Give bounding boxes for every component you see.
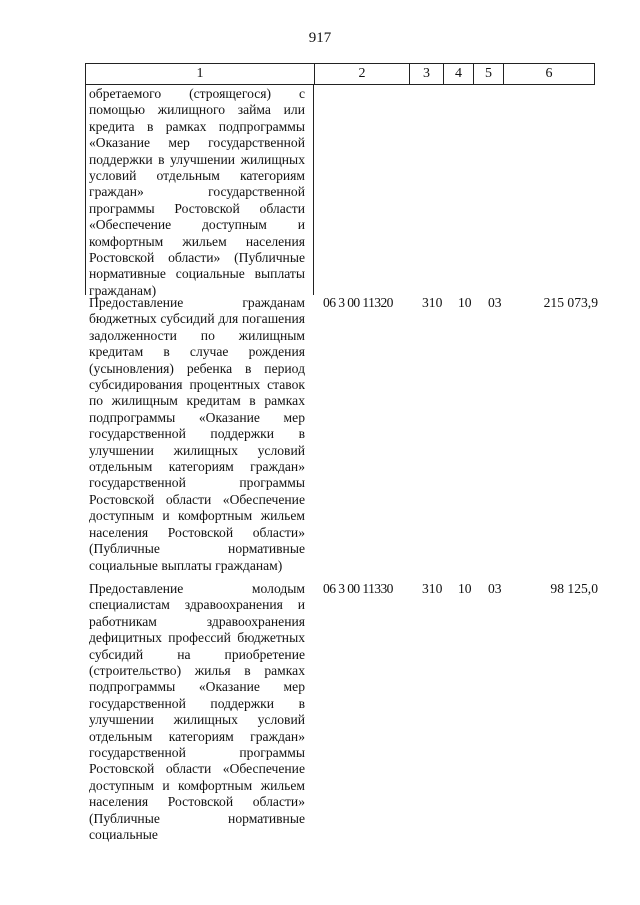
table-left-border [85,85,86,295]
row-1-description: Предоставление гражданам бюджетных субсидий для погашения задолженности по жилищным кредитам в случае рождения (усыновления) ребенка в период субсидирования процентных ставок по жилищным кредитам в рамках подпрограммы «Оказание мер государственной поддержки в улучшении жилищных условий отдельным категориям граждан» государственной программы Ростовской области «Обеспечение доступным и комфортным жильем населения Ростовской области» (Публичные нормативные социальные выплаты гражданам) [89,295,305,573]
row-1-section: 10 [458,295,472,310]
row-1-amount: 215 073,9 [543,295,598,310]
row-2-section: 10 [458,581,472,596]
row-2-expense-type: 310 [422,581,443,596]
header-col-2: 2 [315,64,410,84]
row-1-expense-type: 310 [422,295,443,310]
continuation-text: обретаемого (строящегося) с помощью жилищного займа или кредита в рамках подпрограммы «Оказание мер государственной поддержки в улучшении жилищных условий отдельным категориям граждан» государственной программы Ростовской области «Обеспечение доступным и комфортным жильем населения Ростовской области» (Публичные нормативные социальные выплаты гражданам) [89,86,305,298]
row-2-amount: 98 125,0 [550,581,598,596]
row-1-code: 06 3 00 11320 [323,295,393,310]
row-2-description: Предоставление молодым специалистам здравоохранения и работникам здравоохранения дефицитных профессий бюджетных субсидий на приобретение (строительство) жилья в рамках подпрограммы «Оказание мер государственной поддержки в улучшении жилищных условий отдельным категориям граждан» государственной программы Ростовской области «Обеспечение доступным и комфортным жильем населения Ростовской области» (Публичные нормативные социальные [89,581,305,843]
header-col-6: 6 [545,66,553,81]
header-col-1: 1 [86,64,315,84]
row-2-subsection: 03 [488,581,502,596]
header-col-3: 3 [410,64,444,84]
row-1-subsection: 03 [488,295,502,310]
table-column-divider [313,85,314,295]
header-col-5: 5 [474,64,504,84]
page-number: 917 [308,30,332,46]
table-header-row [85,63,595,85]
header-col-4: 4 [444,64,474,84]
row-2-code: 06 3 00 11330 [323,581,393,596]
